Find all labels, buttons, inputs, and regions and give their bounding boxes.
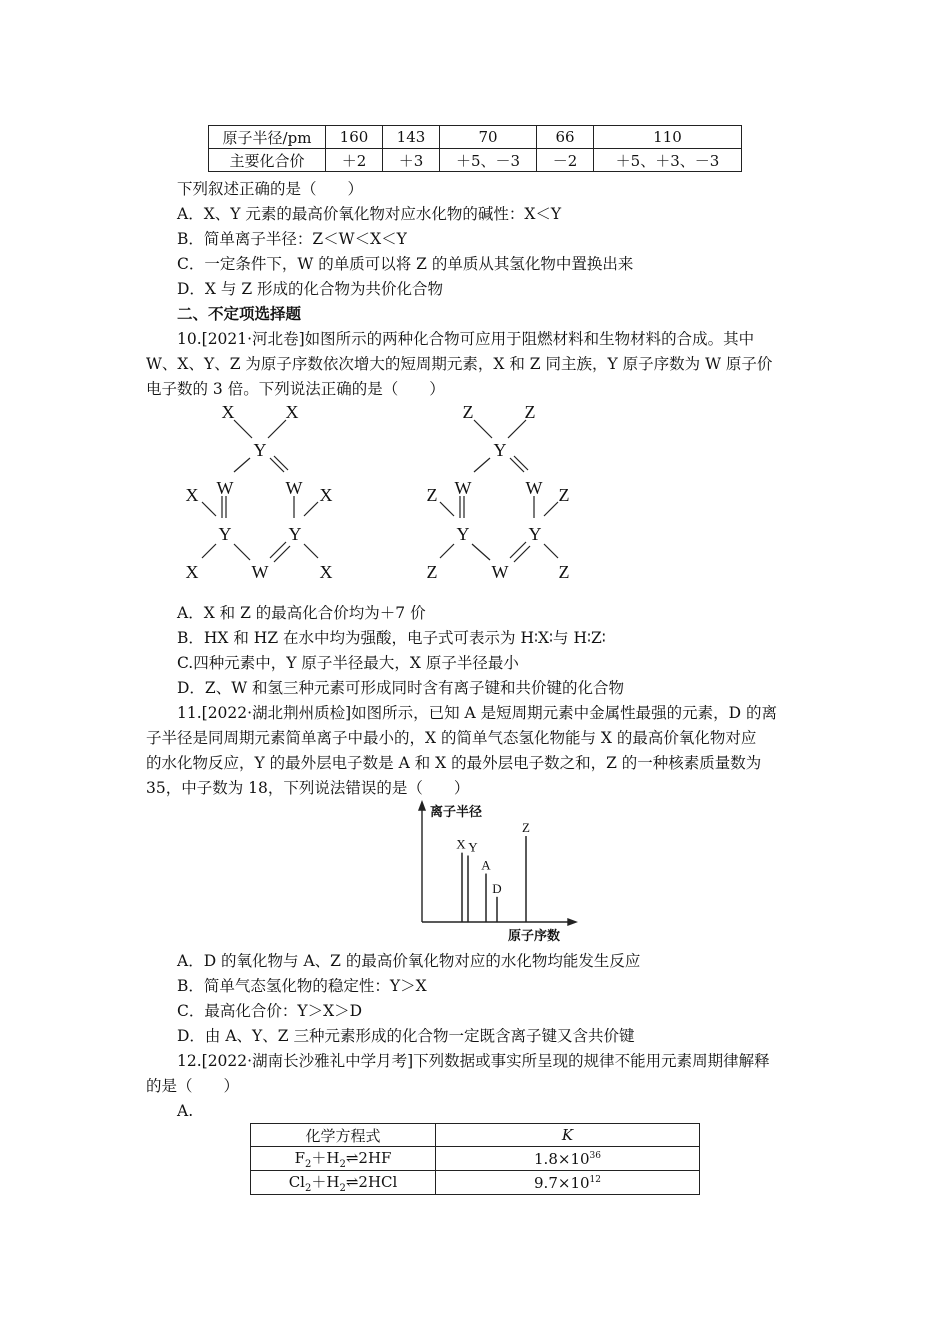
atom-label: W [216, 478, 234, 498]
atom-label: W [525, 478, 543, 498]
table-row [251, 1147, 700, 1171]
atom-label: Y [528, 524, 542, 544]
y-axis-arrow-icon [419, 802, 425, 810]
subscript: 2 [339, 1159, 346, 1170]
text: 9.7×10 [534, 1173, 590, 1192]
question-11-line-1: 11.[2022·湖北荆州质检]如图所示，已知 A 是短周期元素中金属性最强的元素，D 的离 [177, 704, 778, 722]
question-11-line-3: 的水化物反应，Y 的最外层电子数是 A 和 X 的最外层电子数之和，Z 的一种核素质量数为 [146, 754, 762, 772]
atom-label: X [285, 402, 299, 422]
table-cell: －2 [537, 149, 594, 172]
table-header-cell: 化学方程式 [251, 1124, 436, 1147]
text: ⇌2HF [345, 1149, 392, 1167]
table-row [209, 149, 742, 172]
table-cell: 70 [440, 126, 537, 149]
atom-label: Z [462, 402, 474, 422]
option-c: C．一定条件下，W 的单质可以将 Z 的单质从其氢化物中置换出来 [177, 255, 634, 273]
question-12-line-2: 的是（ ） [146, 1077, 240, 1095]
question-stem: 下列叙述正确的是（ ） [177, 180, 364, 198]
option-c: C．最高化合价：Y＞X＞D [177, 1002, 363, 1020]
exponent: 36 [589, 1150, 601, 1161]
atom-label: Z [426, 562, 438, 582]
element-property-table [208, 125, 742, 172]
k-value-cell [436, 1147, 700, 1171]
table-cell: 143 [383, 126, 440, 149]
y-axis-label: 离子半径 [430, 804, 483, 819]
atom-label: X [185, 562, 199, 582]
table-cell: ＋5、＋3、－3 [594, 149, 742, 172]
table-row [251, 1171, 700, 1195]
atom-label: W [491, 562, 509, 582]
atom-label: X [319, 562, 333, 582]
exponent: 12 [589, 1174, 601, 1185]
option-d: D．由 A、Y、Z 三种元素形成的化合物一定既含离子键又含共价键 [177, 1027, 635, 1045]
atom-label: Z [558, 562, 570, 582]
option-d: D．X 与 Z 形成的化合物为共价化合物 [177, 280, 444, 298]
table-cell: 原子半径/pm [209, 126, 326, 149]
section-heading: 二、不定项选择题 [177, 304, 302, 323]
table-header-row [251, 1124, 700, 1147]
option-b: B．HX 和 HZ 在水中均为强酸，电子式可表示为 H∶X∶与 H∶Z∶ [177, 629, 606, 647]
atom-label: W [454, 478, 472, 498]
option-a: A．X、Y 元素的最高价氧化物对应水化物的碱性：X＜Y [177, 205, 562, 223]
table-cell: 110 [594, 126, 742, 149]
bar-label-z: Z [522, 820, 530, 836]
x-axis-label: 原子序数 [508, 928, 561, 943]
table-header-cell: K [436, 1124, 700, 1147]
text: F [294, 1149, 305, 1167]
equation-cell [251, 1171, 436, 1195]
subscript: 2 [304, 1183, 312, 1194]
text: ＋H [311, 1173, 340, 1191]
text: ＋H [311, 1149, 340, 1167]
atom-label: Y [456, 524, 470, 544]
atom-label: W [285, 478, 303, 498]
atom-label: Z [426, 485, 438, 505]
table-cell: ＋3 [383, 149, 440, 172]
option-a: A．D 的氧化物与 A、Z 的最高价氧化物对应的水化物均能发生反应 [177, 952, 641, 970]
atom-label: Z [524, 402, 536, 422]
atom-label: X [221, 402, 235, 422]
equation-cell [251, 1147, 436, 1171]
option-d: D．Z、W 和氢三种元素可形成同时含有离子键和共价键的化合物 [177, 679, 625, 697]
table-cell: 主要化合价 [209, 149, 326, 172]
option-b: B．简单气态氢化物的稳定性：Y＞X [177, 977, 427, 995]
question-12-line-1: 12.[2022·湖南长沙雅礼中学月考]下列数据或事实所呈现的规律不能用元素周期律解释 [177, 1052, 770, 1070]
atom-label: Y [493, 440, 507, 460]
text: Cl [288, 1173, 305, 1191]
ionic-radius-chart [400, 800, 590, 950]
table-cell: 160 [326, 126, 383, 149]
atom-label: Y [288, 524, 302, 544]
equilibrium-constant-table [250, 1123, 700, 1195]
question-10-line-1: 10.[2021·河北卷]如图所示的两种化合物可应用于阻燃材料和生物材料的合成。其中 [177, 330, 755, 348]
x-axis-arrow-icon [568, 919, 576, 925]
option-a: A．X 和 Z 的最高化合价均为＋7 价 [177, 604, 426, 622]
question-11-line-2: 子半径是同周期元素简单离子中最小的，X 的简单气态氢化物能与 X 的最高价氧化物对应 [146, 729, 757, 747]
subscript: 2 [339, 1183, 346, 1194]
option-b: B．简单离子半径：Z＜W＜X＜Y [177, 230, 407, 248]
table-cell: ＋2 [326, 149, 383, 172]
question-10-line-2: W、X、Y、Z 为原子序数依次增大的短周期元素，X 和 Z 同主族，Y 原子序数为 W 原子价 [146, 355, 773, 373]
atom-label: X [185, 485, 199, 505]
atom-label: W [251, 562, 269, 582]
question-11-line-4: 35，中子数为 18，下列说法错误的是（ ） [146, 779, 470, 797]
atom-label: Z [558, 485, 570, 505]
atom-label: Y [218, 524, 232, 544]
table-cell: 66 [537, 126, 594, 149]
text: ⇌2HCl [345, 1173, 398, 1191]
bar-label-d: D [492, 880, 502, 896]
subscript: 2 [304, 1159, 312, 1170]
table-cell: ＋5、－3 [440, 149, 537, 172]
option-c: C.四种元素中，Y 原子半径最大，X 原子半径最小 [177, 654, 519, 672]
bar-label-a: A [481, 857, 491, 873]
bar-label-x: X [456, 836, 466, 852]
k-value-cell [436, 1171, 700, 1195]
atom-label: X [319, 485, 333, 505]
bar-label-y: Y [468, 839, 478, 855]
option-a: A. [177, 1102, 194, 1120]
question-10-line-3: 电子数的 3 倍。下列说法正确的是（ ） [146, 380, 445, 398]
molecule-structure-diagram [150, 398, 610, 588]
atom-label: Y [253, 440, 267, 460]
table-row [209, 126, 742, 149]
text: 1.8×10 [534, 1149, 590, 1168]
